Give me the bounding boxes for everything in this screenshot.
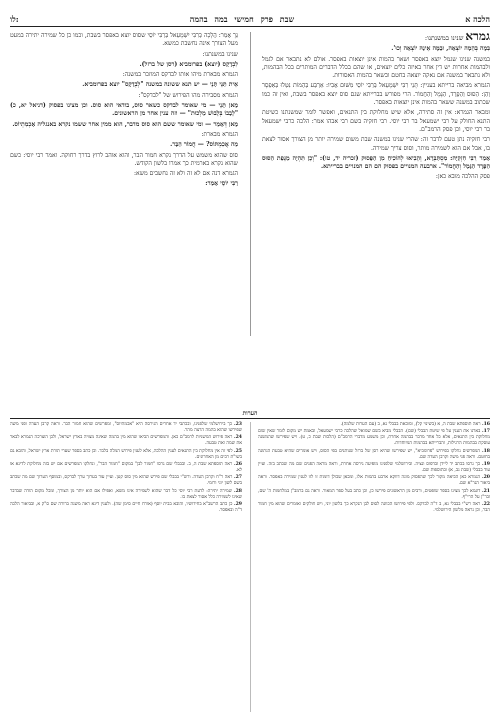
gemara-opening xyxy=(262,29,490,43)
text-paragraph: אָמַר רִבִּי חִזְקִיָּה: מִסְתַּבְּרָא, וְהֵבִיאוּ לְהוֹכִיחַ מִן הַפָּסוּק (זכריה יד, טו): "וְכֵן תִּהְיֶה מַגֵּפַת הַסּוּס הַפֶּרֶד הַגָּמָל וְהַחֲמוֹר". ארבעה המנויים בפסוק הם הם המנויים בברייתא. xyxy=(262,154,490,171)
text-paragraph: במשנה שנינו שגמל יוצא באפסר ושאר בהמות אינן יוצאות באפסר. אולם לא נתבאר אם לגמל ולבהמות אחרות יש דין אחר באיזה כלים יוצאים, או שהם בכלל הדברים המותרים בכל הבהמות, ולא נתבאר במשנה אם נאקה יוצאה בחטם ובשאר בהמות האסורות. xyxy=(262,55,490,80)
text-paragraph: הגמרא דנה אם לא זה ולא זה נחשבים משא: xyxy=(133,170,238,178)
footnote xyxy=(258,449,490,461)
footnote xyxy=(10,449,242,461)
text-paragraph: בִּמֶה בְּהֵמָה יוֹצְאָה, וּבַמֶּה אֵינָהּ יוֹצְאָה וְכוּ'. xyxy=(391,45,490,53)
footnote-text: ראה רש"י בבבלי נא, ב ד"ה לבדקס. ולפי פירושו הכוונה לסוס לבן הנקרא כך בלשון יוני, ויש חולקים ואומרים שהוא מין חמור הבר, וכן נראה מלשון הירושלמי. xyxy=(258,501,490,514)
column-divider xyxy=(250,32,251,336)
footnote xyxy=(258,502,490,514)
footnote xyxy=(10,489,242,501)
footnote-number: 25. xyxy=(233,448,242,454)
footnote-number: 27. xyxy=(233,475,242,481)
footnote-text: כן כתב הרשב"א בחידושיו, והובא בבית יוסף (אורח חיים סימן שה). ולענין דינא ראה משנה ברורה שם ס"ק א, ובביאור הלכה ד"ה ובאפסר. xyxy=(10,501,242,514)
footnote xyxy=(258,462,490,474)
footnote-text: לפי זה אין מחלוקת בין התנאים לענין ההלכה, אלא לענין פירוש המלה בלבד. וכן כתב בספר שערי תורת ארץ ישראל, והובא גם בשו"ת רבים מן האחרונים. xyxy=(10,448,242,460)
text-paragraph: מָאן דְּאָמַר — ומי שאומר ששם הוא סוס מדבר, הוא ממין אחר ששמו נקרא באנגליה אַכְמִתְיוֹס. xyxy=(12,120,238,128)
footnote xyxy=(10,435,242,447)
running-title: שבת פרק חמישי במה בהמה xyxy=(189,14,295,24)
gemara-label: גמרא xyxy=(465,29,490,43)
text-paragraph: מַה אֲכִמְתּוֹס? — חֲמוֹר הַבָּר. xyxy=(170,141,238,149)
halacha-label: הלכה א xyxy=(465,14,490,24)
text-paragraph: אֵית תַּנֵּי תָּנֵי — יש תנא ששונה במשנה "לְבְדָקָס" יוצא בפרומביא. xyxy=(82,81,238,89)
text-paragraph: הגמרא מבארת מיהו אותו לבדקס המוזכר במשנה: xyxy=(122,71,238,79)
text-paragraph: שנינו במשנתנו: xyxy=(202,50,238,58)
left-column xyxy=(10,32,238,191)
footnote-text: כך בירושלמי שלפנינו, ובכתבי יד אחרים הגירסה היא "אכמתיוס", ומפרשים שהוא חמור הבר. וראה קרבן העדה ופני משה שפירשו שהוא בהמה הרצה מהר. xyxy=(10,422,242,434)
footnote-number: 20. xyxy=(481,475,490,481)
footnote-number: 21. xyxy=(481,488,490,494)
header-divider xyxy=(10,26,490,27)
footnote-text: דוגמא לכך מצינו בספר שופטים, ורבים מן הראשונים פירשו כן, וכן כתב בעל ספר המאור. וראה גם ברמב"ן במלחמות ה' שם, ובר"ן על הרי"ף. xyxy=(258,488,490,500)
footnote xyxy=(10,475,242,487)
footnote xyxy=(10,422,242,434)
footnote xyxy=(10,462,242,474)
right-paragraphs xyxy=(262,45,490,181)
text-paragraph: סוס שהוא משמש על הדרך נקרא חמור הבר, והוא אוהב לרוץ בדרך רחוקה. ואמר רבי יוסי: כשם שהוא נקרא בארמית כך אמרו בלשון הקודש. xyxy=(10,151,238,167)
footnote-number: 28. xyxy=(234,488,243,494)
text-paragraph: מָאן תָּנֵי — מי שאומר לבדקס כשאר סוס, בודאי הוא סוס. וכן מצינו בפסוק (דניאל יא, כ) "לֵבָבוֹ בְּלֵבוּשׁ מַלְכוּת" — וזה ענין אחר מן הראשונים. xyxy=(10,102,238,118)
footnote-number: 22. xyxy=(481,501,490,507)
footnote-text: הגמרא כאן הביאה מקור לכך שהפסוק מונה דווקא ארבע בהמות אלו, ומכאן שכולן דומות זו לזו לענין שמירה באפסר. וראה ביאור הגר"א שם. xyxy=(258,475,490,487)
footnote-number: 24. xyxy=(233,435,242,441)
text-paragraph: ומבאר הגמרא: אין זה סתירה, אלא שיש מחלוקת בין התנאים, ואפשר לומר שמשנתנו כשיטת התנא החולק על רבי ישמעאל בר רבי יוסי. רבי חזקיה בשם רבי אבהו אמר: הלכה כרבי ישמעאל בר רבי יוסי, וכן פסק הרמב"ם. xyxy=(262,109,490,133)
footnote-number: 29. xyxy=(233,501,242,507)
footnotes xyxy=(10,422,490,712)
footnote-number: 26. xyxy=(233,461,242,467)
footnote-text: ראה תוספתא שבת ה, ב. ובבבלי שם גרסו "חמור לבן" במקום "חמור הבר", ונחלקו המפרשים אם יש בזה מחלוקת לדינא או לא. xyxy=(10,461,242,474)
text-paragraph: הגמרא מביאה ברייתא בעניין: תָּנֵי רִבִּי יִשְׁמָעֵאל בְּרַבִּי יוֹסֵי מִשּׁוּם אָבִיו: אַרְבַּע בְּהֵמוֹת נִטְּלוּ בְּאַפְסָר וְהֵן: הַסּוּס וְהַפֶּרֶד, הַגָּמָל וְהַחֲמוֹר. הרי מפורש בברייתא שגם סוס יוצא באפסר בשבת, ואין זה כמו שכתוב במשנה ששאר בהמות אינן יוצאות באפסר. xyxy=(262,82,490,107)
main-text xyxy=(10,29,490,412)
text-paragraph: פסק ההלכה מובא כאן: xyxy=(435,173,490,181)
footnote-text: שמירה יתירה: לדעת רבי יוסי כל דבר שהוא לשמירה אינו משא, ואפילו אם הוא יותר מן הצורך, ומכל מקום הודה שבדבר שאינו לשמירה כלל אסור לצאת בו. xyxy=(10,488,242,500)
footnote-text: המפרשים נחלקו בפירוש "פרומביא", יש שפירשו שהיא רסן של ברזל שנותנים בפי הסוס, ויש אומרים שהיא טבעת הנתונה בחוטם. וראה פני משה וקרבן העדה שם. xyxy=(258,448,490,460)
text-paragraph: הגמרא מבארת: xyxy=(201,130,238,138)
footnote-number: 19. xyxy=(482,461,491,467)
footnote xyxy=(258,475,490,487)
right-column xyxy=(262,29,490,184)
footnote-text: ראה תוספתא שבת ה, א (בשינוי קל), ומובאת בבבלי נא, ב (עם הערות שלמה). xyxy=(340,422,481,427)
footnote-number: 18. xyxy=(481,448,490,454)
footnotes-left-column xyxy=(10,422,242,515)
left-paragraphs xyxy=(10,32,238,189)
footnote-text: ראה ר"ח וקרבן העדה. ורש"י בבבלי שם פירש שהוא מין סוס קטן. ועיין עוד בערוך ערך לבדקס, ובמוסף הערוך שם מה שכתב בשם לשון יוני ורומי. xyxy=(10,475,242,487)
footnote-number: 16. xyxy=(481,422,490,427)
footnote xyxy=(258,489,490,501)
footnote xyxy=(258,429,490,447)
footnote-text: כך גרסו בכתב יד ליידן ובדפוס ונציה. ובירושלמי שלפנינו מופיעה גירסה אחרת, וראה מראה הפנים שם מה שכתב בזה. ועיין עוד בבבלי (שבת נב, א) ובתוספות שם. xyxy=(258,461,490,474)
page-header xyxy=(10,8,490,24)
text-paragraph: רבי חזקיה נתן טעם לדבר זה: שהרי שנינו במשנה שבת משום שמירה יותר מן הצורך אסור לצאת בו, אבל אם הוא לשמירה מותר, וסוס צריך שמירה. xyxy=(262,136,490,152)
page xyxy=(10,8,490,712)
footnote-text: בארנו את הענין על פי שיטת הבבלי (שם). הבבלי מביא בשם שמואל שהלכה כרבי ישמעאל, ובאמת יש מקום לומר שאין שום מחלוקת בין התנאים, אלא כל אחד מדבר בבהמה אחרת, וכן משמע מדברי הרמב"ם (הלכות שבת כ, ט). ויש שפירשו שהמשנה עוסקת בבהמות הרגילות, והברייתא בבהמות המיוחדות. xyxy=(258,429,490,447)
text-paragraph: לִבְדָקָס (יוצא) בפרומביא (רסן של ברזל). xyxy=(139,60,238,68)
notes-title: הערות xyxy=(242,410,258,417)
footnotes-right-column xyxy=(258,422,490,515)
notes-divider xyxy=(10,418,490,419)
footnote-number: 23. xyxy=(233,422,242,427)
footnote-number: 17. xyxy=(481,429,490,435)
mishnah-reference: שנינו במשנתנו: xyxy=(424,34,464,42)
text-paragraph: גְּרָ אָמַר: הֲלָכָה כְּרִבִּי יִשְׁמָעֵאל בְּרַבִּי יוֹסֵי שסוס יוצא באפסר בשבת, וכמו כן כל שמירה יתירה במעט מעל הצורך אינה נחשבת כמשא. xyxy=(10,32,238,48)
text-paragraph: הגמרא מסבירה מהו הפירוש של "לבדקס": xyxy=(138,91,238,99)
footnote-text: ראה פירוש המשניות לרמב"ם כאן. והמפרשים הביאו שהוא מין בהמה שאינה מצויה בארץ ישראל, ולכן הוצרכה הגמרא לבאר את שמה ואת טבעה. xyxy=(10,435,242,447)
text-paragraph: רַבִּי יוֹסֵי אָמַר: xyxy=(205,180,238,188)
page-number: לו: xyxy=(10,14,19,24)
footnotes-column-divider xyxy=(250,422,251,712)
footnote xyxy=(258,422,490,428)
footnote xyxy=(10,502,242,514)
